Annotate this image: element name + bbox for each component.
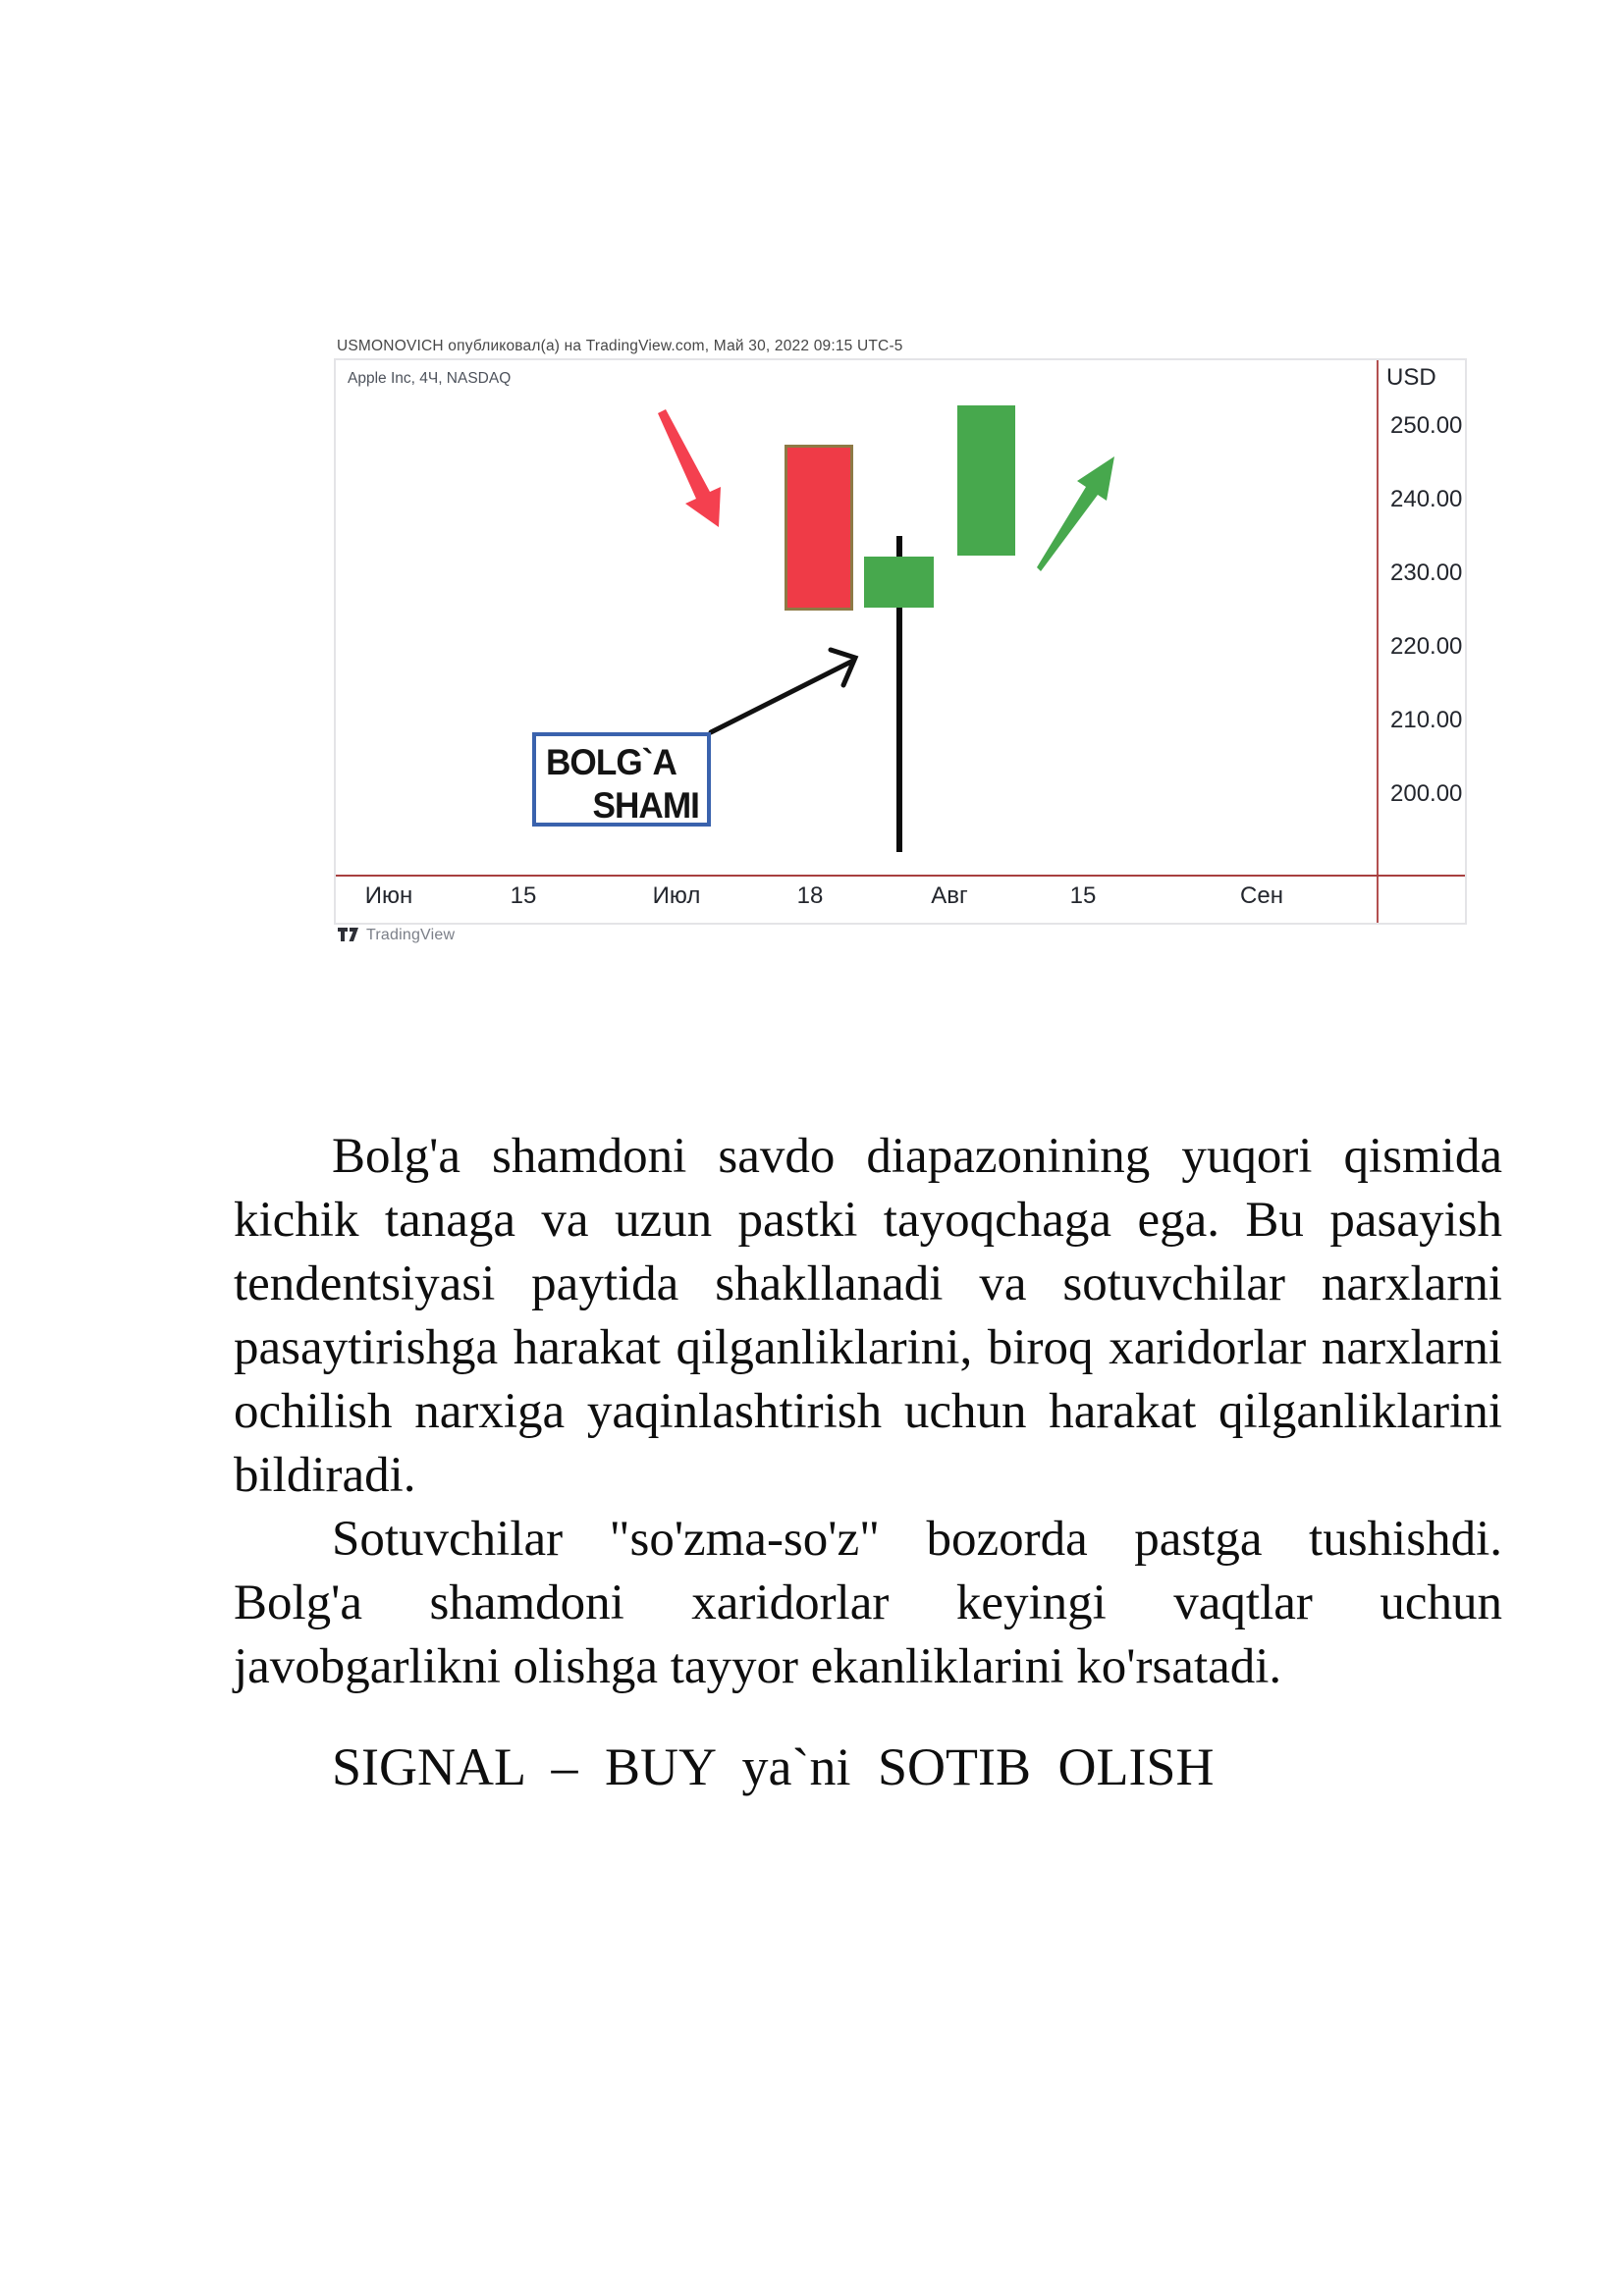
time-tick-jun: Июн xyxy=(364,882,413,909)
paragraph-2: Sotuvchilar "so'zma-so'z" bozorda pastga tushishdi. Bolg'a shamdoni xaridorlar keyingi vaqtlar uchun javobgarlikni olishga tayyor ekanliklarini ko'rsatadi. xyxy=(234,1512,1502,1694)
time-tick-jul: Июл xyxy=(652,882,701,909)
tradingview-logo-icon xyxy=(338,928,359,943)
attribution-line: USMONOVICH опубликовал(а) на TradingView.com, Май 30, 2022 09:15 UTC-5 xyxy=(337,338,903,354)
time-tick-15a: 15 xyxy=(510,882,537,909)
signal-line: SIGNAL – BUY ya`ni SOTIB OLISH xyxy=(332,1737,1215,1796)
red-down-arrow-icon xyxy=(658,409,721,527)
price-tick-240: 240.00 xyxy=(1390,486,1463,512)
price-tick-210: 210.00 xyxy=(1390,707,1463,733)
paragraph-1: Bolg'a shamdoni savdo diapazonining yuqori qismida kichik tanaga va uzun pastki tayoqchaga ega. Bu pasayish tendentsiyasi paytida shakllanadi va sotuvchilar narxlarni pasaytirishga harakat qilganliklarini, biroq xaridorlar narxlarni ochilish narxiga yaqinlashtirish uchun harakat qilganliklarini bildiradi. xyxy=(234,1129,1502,1503)
time-tick-18: 18 xyxy=(796,882,824,909)
time-tick-sen: Сен xyxy=(1240,882,1283,909)
currency-label: USD xyxy=(1386,364,1436,391)
callout-text-line1: BOLG`A xyxy=(546,742,677,782)
tradingview-brand-text: TradingView xyxy=(366,927,456,943)
price-tick-250: 250.00 xyxy=(1390,412,1463,439)
green-up-arrow-icon xyxy=(1037,456,1114,571)
time-tick-avg: Авг xyxy=(931,882,968,909)
body-text-block xyxy=(234,1125,1502,1699)
tradingview-logo xyxy=(338,927,455,944)
chart-symbol-label: Apple Inc, 4Ч, NASDAQ xyxy=(348,370,512,387)
time-tick-15b: 15 xyxy=(1069,882,1097,909)
tradingview-chart xyxy=(334,358,1467,925)
price-tick-230: 230.00 xyxy=(1390,560,1463,586)
price-tick-220: 220.00 xyxy=(1390,633,1463,660)
callout-text-line2: SHAMI xyxy=(592,785,699,826)
hammer-callout-box xyxy=(532,732,711,827)
chart-annotations-layer xyxy=(336,360,1465,923)
callout-arrow-icon xyxy=(711,650,855,732)
price-tick-200: 200.00 xyxy=(1390,780,1463,807)
